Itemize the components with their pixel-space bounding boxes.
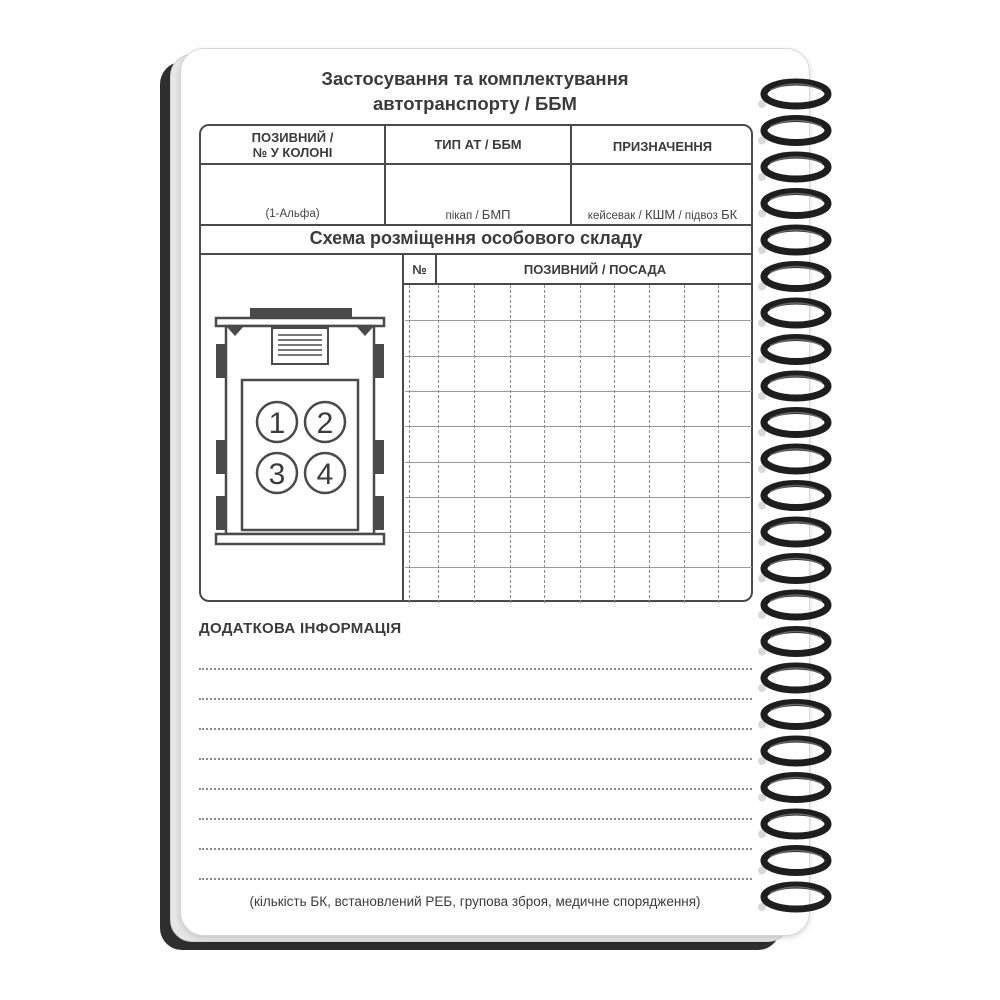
list-row-line <box>405 320 752 321</box>
header-callsign-line2: № У КОЛОНІ <box>252 145 333 160</box>
page-title <box>180 66 770 116</box>
dotted-line[interactable] <box>199 848 752 850</box>
list-dash-column <box>474 285 475 603</box>
hint-purpose-a: кейсевак / <box>587 210 642 222</box>
seat-2: 2 <box>316 407 334 440</box>
additional-info-title: ДОДАТКОВА ІНФОРМАЦІЯ <box>199 620 402 637</box>
header-purpose: ПРИЗНАЧЕННЯ <box>612 139 713 154</box>
dotted-line[interactable] <box>199 878 752 880</box>
table-divider <box>199 163 753 165</box>
hint-purpose-b: КШМ <box>644 207 676 222</box>
title-line-2: автотранспорту / ББМ <box>373 93 577 114</box>
list-row-line <box>405 567 752 568</box>
list-header-callsign: ПОЗИВНИЙ / ПОСАДА <box>523 262 667 277</box>
spiral-ring <box>758 119 828 145</box>
dotted-line[interactable] <box>199 758 752 760</box>
list-dash-column <box>409 285 410 603</box>
spiral-ring <box>758 776 828 802</box>
hint-type-a: пікап / <box>445 210 479 222</box>
spiral-ring <box>758 703 828 729</box>
additional-info-footer: (кількість БК, встановлений РЕБ, групова зброя, медичне спорядження) <box>249 894 701 909</box>
title-line-1: Застосування та комплектування <box>321 68 629 89</box>
list-dash-column <box>580 285 581 603</box>
list-row-line <box>405 532 752 533</box>
dotted-line[interactable] <box>199 668 752 670</box>
dotted-line[interactable] <box>199 728 752 730</box>
spiral-ring <box>758 849 828 875</box>
list-row-line <box>405 356 752 357</box>
table-divider <box>199 224 753 226</box>
spiral-ring <box>758 593 828 619</box>
hint-callsign: (1-Альфа) <box>265 208 320 220</box>
list-row-line <box>405 462 752 463</box>
list-dash-column <box>684 285 685 603</box>
table-divider <box>402 253 404 602</box>
list-dash-column <box>614 285 615 603</box>
spiral-ring <box>758 630 828 656</box>
list-dash-column <box>544 285 545 603</box>
dotted-line[interactable] <box>199 788 752 790</box>
hint-purpose-d: БК <box>721 207 738 222</box>
list-dash-column <box>510 285 511 603</box>
hint-purpose <box>572 207 753 222</box>
vehicle-seating-diagram <box>210 306 390 550</box>
spiral-ring <box>758 447 828 473</box>
spiral-ring <box>758 338 828 364</box>
table-divider <box>199 253 753 255</box>
seat-3: 3 <box>268 458 286 491</box>
hint-type <box>386 207 570 222</box>
list-dash-column <box>718 285 719 603</box>
list-row-line <box>405 497 752 498</box>
spiral-binding <box>756 76 836 916</box>
list-dash-column <box>438 285 439 603</box>
spiral-ring <box>758 374 828 400</box>
spiral-ring <box>758 557 828 583</box>
dotted-line[interactable] <box>199 698 752 700</box>
spiral-ring <box>758 739 828 765</box>
hint-purpose-c: / підвоз <box>678 210 718 222</box>
spiral-ring <box>758 812 828 838</box>
crew-list[interactable] <box>405 285 752 601</box>
spiral-ring <box>758 885 828 911</box>
header-callsign <box>201 130 384 160</box>
spiral-ring <box>758 82 828 108</box>
spiral-ring <box>758 228 828 254</box>
spiral-ring <box>758 520 828 546</box>
seat-4: 4 <box>316 458 334 491</box>
spiral-ring <box>758 301 828 327</box>
list-row-line <box>405 426 752 427</box>
scheme-title: Схема розміщення особового складу <box>309 228 643 248</box>
list-dash-column <box>649 285 650 603</box>
header-callsign-line1: ПОЗИВНИЙ / <box>251 130 334 145</box>
seat-1: 1 <box>268 407 286 440</box>
spiral-ring <box>758 155 828 181</box>
hint-type-b: БМП <box>481 207 511 222</box>
dotted-line[interactable] <box>199 818 752 820</box>
spiral-ring <box>758 484 828 510</box>
spiral-ring <box>758 666 828 692</box>
spiral-ring <box>758 192 828 218</box>
header-type: ТИП АТ / ББМ <box>434 137 522 152</box>
list-row-line <box>405 391 752 392</box>
spiral-ring <box>758 411 828 437</box>
spiral-ring <box>758 265 828 291</box>
list-header-number: № <box>412 262 427 277</box>
